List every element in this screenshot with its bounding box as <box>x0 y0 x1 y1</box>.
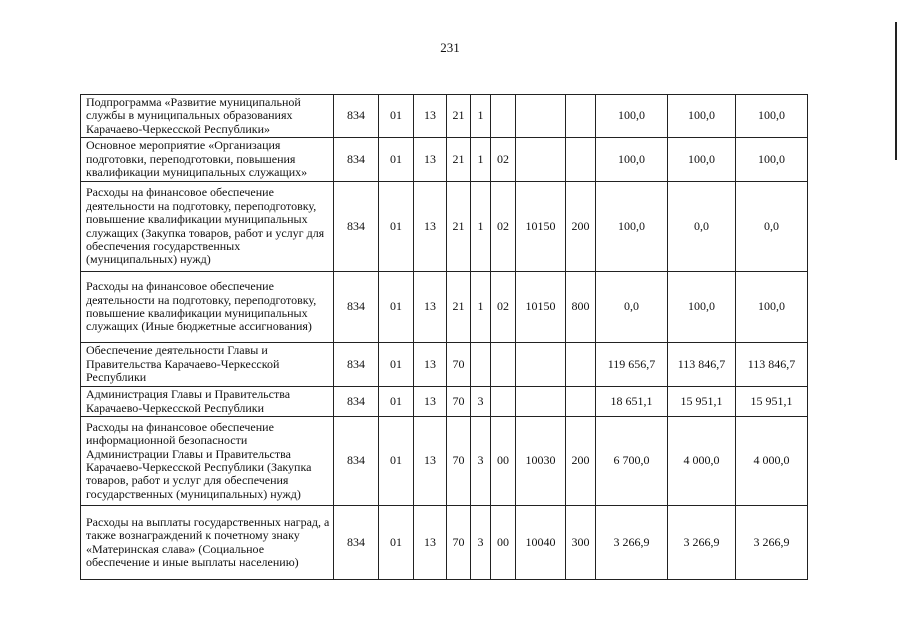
cell-event: 00 <box>491 506 516 580</box>
cell-subprogram: 3 <box>471 506 491 580</box>
budget-table <box>80 94 808 580</box>
cell-podrazdel: 13 <box>414 272 447 343</box>
cell-razdel: 01 <box>379 138 414 182</box>
cell-sum-2: 4 000,0 <box>668 417 736 506</box>
cell-program: 21 <box>447 95 471 138</box>
cell-event <box>491 387 516 417</box>
cell-program: 70 <box>447 417 471 506</box>
cell-sum-1: 6 700,0 <box>596 417 668 506</box>
cell-event: 02 <box>491 272 516 343</box>
cell-sum-2: 0,0 <box>668 182 736 272</box>
cell-program: 70 <box>447 387 471 417</box>
cell-podrazdel: 13 <box>414 343 447 387</box>
cell-sum-2: 100,0 <box>668 95 736 138</box>
row-description: Расходы на выплаты государственных наград, а также вознаграждений к почетному знаку «Материнская слава» (Социальное обеспечение и иные выплаты населению) <box>81 506 334 580</box>
cell-sum-3: 113 846,7 <box>736 343 808 387</box>
cell-event <box>491 343 516 387</box>
cell-razdel: 01 <box>379 182 414 272</box>
cell-vedomstvo: 834 <box>334 95 379 138</box>
cell-program: 70 <box>447 343 471 387</box>
cell-razdel: 01 <box>379 343 414 387</box>
cell-podrazdel: 13 <box>414 506 447 580</box>
cell-subprogram: 1 <box>471 95 491 138</box>
cell-subprogram: 3 <box>471 417 491 506</box>
cell-direction <box>516 343 566 387</box>
cell-direction: 10040 <box>516 506 566 580</box>
cell-program: 21 <box>447 182 471 272</box>
cell-subprogram <box>471 343 491 387</box>
cell-program: 70 <box>447 506 471 580</box>
cell-sum-1: 100,0 <box>596 95 668 138</box>
row-description: Администрация Главы и Правительства Карачаево-Черкесской Республики <box>81 387 334 417</box>
cell-razdel: 01 <box>379 387 414 417</box>
cell-sum-2: 15 951,1 <box>668 387 736 417</box>
cell-vedomstvo: 834 <box>334 417 379 506</box>
row-description: Основное мероприятие «Организация подготовки, переподготовки, повышения квалификации муниципальных служащих» <box>81 138 334 182</box>
table-row <box>81 387 808 417</box>
table-row <box>81 272 808 343</box>
row-description: Расходы на финансовое обеспечение деятельности на подготовку, переподготовку, повышение квалификации муниципальных служащих (Закупка товаров, работ и услуг для обеспечения государственных (муниципальных) нужд) <box>81 182 334 272</box>
cell-podrazdel: 13 <box>414 95 447 138</box>
cell-sum-1: 119 656,7 <box>596 343 668 387</box>
cell-razdel: 01 <box>379 95 414 138</box>
cell-program: 21 <box>447 272 471 343</box>
cell-subprogram: 1 <box>471 182 491 272</box>
cell-sum-2: 100,0 <box>668 138 736 182</box>
cell-sum-3: 100,0 <box>736 138 808 182</box>
cell-sum-1: 0,0 <box>596 272 668 343</box>
cell-subprogram: 3 <box>471 387 491 417</box>
page-edge-line <box>895 22 897 160</box>
cell-vid <box>566 387 596 417</box>
cell-vid <box>566 138 596 182</box>
cell-sum-3: 15 951,1 <box>736 387 808 417</box>
cell-vid <box>566 95 596 138</box>
cell-direction <box>516 138 566 182</box>
table-row <box>81 182 808 272</box>
cell-sum-3: 3 266,9 <box>736 506 808 580</box>
table-row <box>81 506 808 580</box>
table-row <box>81 343 808 387</box>
cell-direction: 10030 <box>516 417 566 506</box>
cell-sum-1: 100,0 <box>596 182 668 272</box>
cell-event: 02 <box>491 182 516 272</box>
cell-sum-1: 100,0 <box>596 138 668 182</box>
cell-event: 02 <box>491 138 516 182</box>
row-description: Подпрограмма «Развитие муниципальной службы в муниципальных образованиях Карачаево-Черкесской Республики» <box>81 95 334 138</box>
cell-sum-3: 100,0 <box>736 95 808 138</box>
cell-sum-1: 3 266,9 <box>596 506 668 580</box>
cell-subprogram: 1 <box>471 138 491 182</box>
cell-sum-3: 100,0 <box>736 272 808 343</box>
cell-vid: 200 <box>566 182 596 272</box>
table-row <box>81 417 808 506</box>
cell-podrazdel: 13 <box>414 387 447 417</box>
cell-vedomstvo: 834 <box>334 343 379 387</box>
cell-vid <box>566 343 596 387</box>
cell-razdel: 01 <box>379 272 414 343</box>
cell-vedomstvo: 834 <box>334 387 379 417</box>
cell-program: 21 <box>447 138 471 182</box>
cell-event <box>491 95 516 138</box>
table-row <box>81 95 808 138</box>
cell-subprogram: 1 <box>471 272 491 343</box>
cell-direction: 10150 <box>516 272 566 343</box>
cell-podrazdel: 13 <box>414 138 447 182</box>
row-description: Обеспечение деятельности Главы и Правительства Карачаево-Черкесской Республики <box>81 343 334 387</box>
cell-vedomstvo: 834 <box>334 138 379 182</box>
cell-direction <box>516 95 566 138</box>
cell-vedomstvo: 834 <box>334 272 379 343</box>
cell-sum-3: 4 000,0 <box>736 417 808 506</box>
table-row <box>81 138 808 182</box>
cell-sum-2: 100,0 <box>668 272 736 343</box>
row-description: Расходы на финансовое обеспечение деятельности на подготовку, переподготовку, повышение квалификации муниципальных служащих (Иные бюджетные ассигнования) <box>81 272 334 343</box>
cell-sum-2: 3 266,9 <box>668 506 736 580</box>
cell-vid: 800 <box>566 272 596 343</box>
cell-razdel: 01 <box>379 417 414 506</box>
cell-direction: 10150 <box>516 182 566 272</box>
cell-vid: 200 <box>566 417 596 506</box>
cell-sum-2: 113 846,7 <box>668 343 736 387</box>
cell-vid: 300 <box>566 506 596 580</box>
row-description: Расходы на финансовое обеспечение информационной безопасности Администрации Главы и Правительства Карачаево-Черкесской Республики (Закупка товаров, работ и услуг для обеспечения государственных (муниципальных) нужд) <box>81 417 334 506</box>
cell-podrazdel: 13 <box>414 182 447 272</box>
cell-vedomstvo: 834 <box>334 182 379 272</box>
cell-sum-3: 0,0 <box>736 182 808 272</box>
cell-razdel: 01 <box>379 506 414 580</box>
cell-direction <box>516 387 566 417</box>
cell-sum-1: 18 651,1 <box>596 387 668 417</box>
cell-event: 00 <box>491 417 516 506</box>
cell-vedomstvo: 834 <box>334 506 379 580</box>
page-number: 231 <box>440 40 460 55</box>
cell-podrazdel: 13 <box>414 417 447 506</box>
